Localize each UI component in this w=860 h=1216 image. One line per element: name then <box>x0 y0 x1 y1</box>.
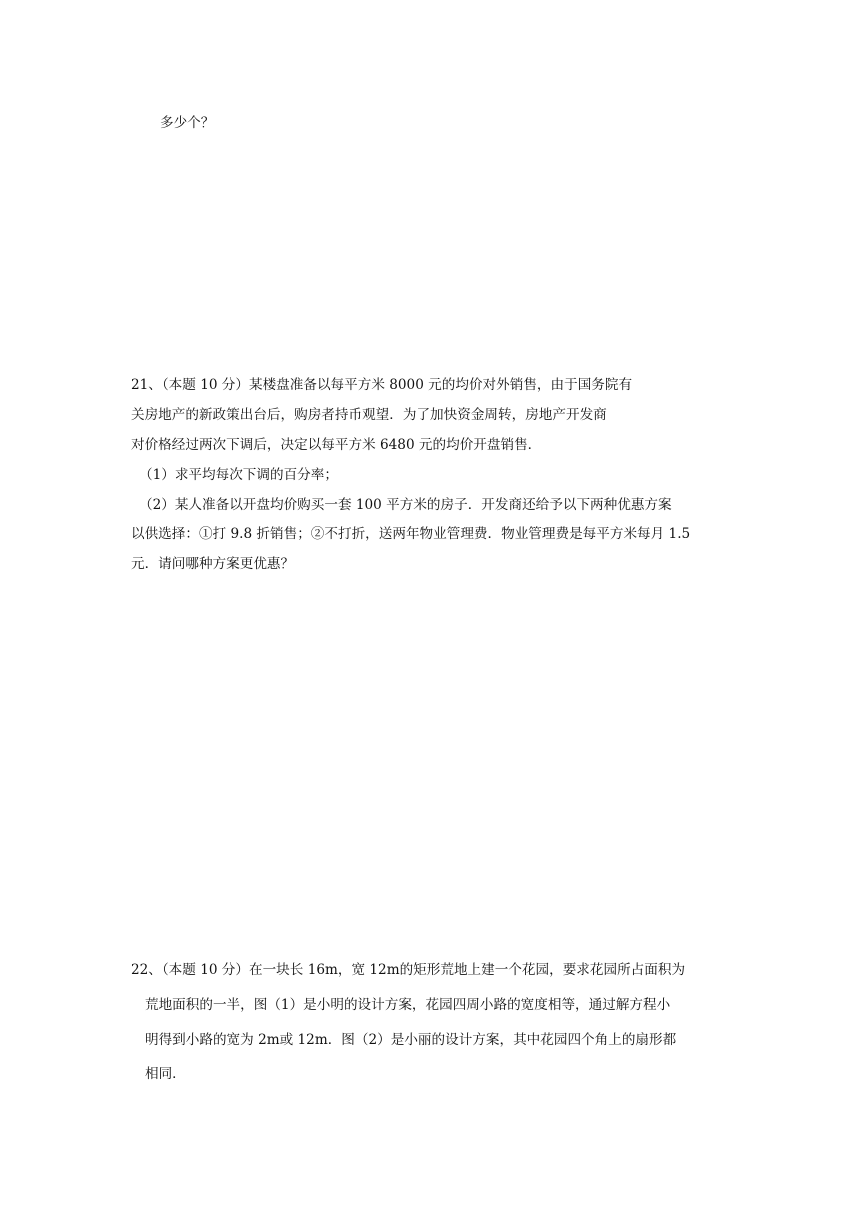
q22-stem-line-3: 明得到小路的宽为 2m或 12m．图（2）是小丽的设计方案，其中花园四个角上的扇形都 <box>145 1032 677 1048</box>
q21-part-2-line-3: 元．请问哪种方案更优惠？ <box>131 556 295 572</box>
q21-part-1: （1）求平均每次下调的百分率； <box>139 467 338 483</box>
q20-continuation: 多少个？ <box>160 115 215 131</box>
q22-stem-line-4: 相同． <box>145 1066 186 1082</box>
q22-stem-line-1: 22、（本题 10 分）在一块长 16m，宽 12m的矩形荒地上建一个花园，要求花园所占面积为 <box>131 962 686 978</box>
q21-stem-line-3: 对价格经过两次下调后，决定以每平方米 6480 元的均价开盘销售． <box>131 437 542 453</box>
q22-stem-line-2: 荒地面积的一半，图（1）是小明的设计方案，花园四周小路的宽度相等，通过解方程小 <box>145 997 671 1013</box>
q21-part-2-line-1: （2）某人准备以开盘均价购买一套 100 平方米的房子．开发商还给予以下两种优惠方案 <box>139 497 672 513</box>
q21-stem-line-1: 21、（本题 10 分）某楼盘准备以每平方米 8000 元的均价对外销售，由于国务院有 <box>131 377 633 393</box>
q21-part-2-line-2: 以供选择：①打 9.8 折销售；②不打折，送两年物业管理费．物业管理费是每平方米每月 1.5 <box>131 526 691 542</box>
q21-stem-line-2: 关房地产的新政策出台后，购房者持币观望．为了加快资金周转，房地产开发商 <box>131 407 607 423</box>
